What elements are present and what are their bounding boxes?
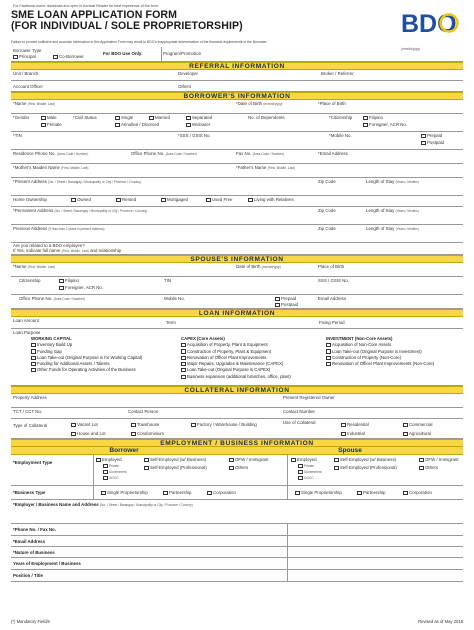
permanent-zip-field[interactable]: Zip Code — [318, 208, 336, 213]
townhouse-option[interactable]: Townhouse — [131, 422, 159, 427]
office-phone-field[interactable]: Office Phone No. (Area Code / Number) — [131, 151, 197, 156]
present-stay-field[interactable]: Length of Stay (Years / Months) — [366, 179, 419, 184]
checkbox-icon[interactable] — [357, 491, 362, 495]
nature-business-field[interactable]: *Nature of Business — [13, 550, 55, 555]
previous-stay-field[interactable]: Length of Stay (Years / Months) — [366, 226, 419, 231]
checkbox-icon[interactable] — [403, 423, 408, 427]
account-officer-field[interactable]: Account Officer — [13, 84, 43, 89]
wc-option-4[interactable]: Funding for Additional Assets / Talents — [31, 361, 142, 367]
checkbox-icon[interactable] — [275, 297, 280, 301]
developer-field[interactable]: Developer — [178, 71, 199, 76]
checkbox-icon[interactable] — [103, 470, 108, 474]
checkbox-icon[interactable] — [291, 458, 296, 462]
section-employment: EMPLOYMENT / BUSINESS INFORMATION — [11, 439, 463, 447]
checkbox-icon[interactable] — [295, 491, 300, 495]
res-phone-field[interactable]: Residence Phone No. (Area Code / Number) — [13, 151, 89, 156]
sp-others-option[interactable]: Others — [419, 465, 438, 470]
checkbox-icon[interactable] — [161, 198, 166, 202]
working-capital-heading: WORKING CAPITAL — [31, 336, 72, 341]
business-type-label: *Business Type — [13, 490, 46, 495]
checkbox-icon[interactable] — [115, 116, 120, 120]
sp-bt-corporation-option[interactable]: Corporation — [403, 490, 432, 495]
spouse-name-field[interactable]: *Name (First, Middle, Last) — [13, 264, 55, 269]
checkbox-icon[interactable] — [101, 491, 106, 495]
email-field[interactable]: *Email Address — [318, 151, 348, 156]
commercial-option[interactable]: Commercial — [403, 422, 432, 427]
checkbox-icon[interactable] — [363, 116, 368, 120]
section-spouse: SPOUSE'S INFORMATION — [11, 255, 463, 263]
used-free-option[interactable]: Used Free — [206, 197, 233, 202]
investment-heading: INVESTMENT (Non-Core Assets) — [326, 336, 393, 341]
wc-option-3[interactable]: Loan Take-out (Original Purpose is for Working Capital) — [31, 355, 142, 361]
capex-column — [181, 336, 291, 380]
capex-option-1[interactable]: Acquisition of Property, Plant & Equipment — [181, 342, 291, 348]
inv-option-3[interactable]: Construction of Property (Non-Core) — [326, 355, 434, 361]
checkbox-icon[interactable] — [298, 464, 303, 468]
checkbox-icon[interactable] — [186, 123, 191, 127]
employment-type-label: *Employment Type — [13, 460, 53, 465]
form-subtitle: (FOR INDIVIDUAL / SOLE PROPRIETORSHIP) — [11, 20, 243, 32]
male-option[interactable]: Male — [41, 115, 57, 120]
emp-private-option[interactable]: Private — [103, 464, 119, 469]
checkbox-icon[interactable] — [149, 116, 154, 120]
checkbox-icon[interactable] — [326, 343, 331, 347]
checkbox-icon[interactable] — [403, 432, 408, 436]
capex-heading: CAPEX (Core Assets) — [181, 336, 225, 341]
checkbox-icon[interactable] — [181, 349, 186, 353]
industrial-option[interactable]: Industrial — [341, 431, 365, 436]
top-note: For Facebook users: download and open in Acrobat Reader for best experience of the form. — [13, 4, 159, 8]
checkbox-icon[interactable] — [181, 375, 186, 379]
checkbox-icon[interactable] — [186, 116, 191, 120]
emp-ofw-option[interactable]: OFW / Immigrant — [229, 457, 268, 462]
owned-option[interactable]: Owned — [71, 197, 91, 202]
dependents-field[interactable]: No. of Dependents — [248, 115, 285, 120]
loan-term-field[interactable]: Term — [166, 320, 176, 325]
employment-subheader — [11, 447, 463, 455]
checkbox-icon[interactable] — [419, 466, 424, 470]
wc-option-5[interactable]: Other Funds for Operating Activities of the Business — [31, 367, 142, 373]
spouse-foreigner-option[interactable]: Foreigner, ACR No. — [59, 285, 103, 290]
mother-name-field[interactable]: *Mother's Maiden Name (First, Middle, Last) — [13, 165, 89, 170]
referral-others-field[interactable]: Others — [178, 84, 192, 89]
checkbox-icon[interactable] — [334, 466, 339, 470]
single-option[interactable]: Single — [115, 115, 133, 120]
mandatory-note: (*) Mandatory Field/s — [11, 619, 50, 624]
mortgaged-option[interactable]: Mortgaged — [161, 197, 188, 202]
living-relatives-option[interactable]: Living with Relatives — [248, 197, 294, 202]
tct-field[interactable]: TCT / CCT No. — [13, 409, 43, 414]
checkbox-icon[interactable] — [229, 458, 234, 462]
factory-option[interactable]: Factory / Warehouse / Building — [191, 422, 257, 427]
borrower-dob-field[interactable]: *Date of Birth (mm/dd/yyyy) — [236, 101, 283, 106]
spouse-sss-field[interactable]: SSS / GSIS No. — [318, 278, 349, 283]
revision-note: Revised as of May 2018 — [418, 619, 463, 624]
mobile-field[interactable]: *Mobile No. — [329, 133, 352, 138]
checkbox-icon[interactable] — [421, 141, 426, 145]
borrower-type-label: Borrower Type — [13, 48, 42, 53]
spouse-dob-field[interactable]: Date of Birth (mm/dd/yyyy) — [236, 264, 281, 269]
checkbox-icon[interactable] — [363, 123, 368, 127]
prepaid-option[interactable]: Prepaid — [421, 133, 442, 138]
emp-gocc-option[interactable]: GOCC — [103, 476, 119, 481]
checkbox-icon[interactable] — [181, 356, 186, 360]
house-lot-option[interactable]: House and Lot — [71, 431, 106, 436]
checkbox-icon[interactable] — [71, 432, 76, 436]
failure-note: Failure to provide sufficient and accurate information in this Application Form may result to BDO's inappropriate determination of the financial requirements of the Borrower. — [11, 40, 268, 44]
loan-purpose-label: Loan Purpose — [13, 330, 41, 335]
checkbox-icon[interactable] — [71, 198, 76, 202]
emp-others-option[interactable]: Others — [229, 465, 248, 470]
checkbox-icon[interactable] — [131, 432, 136, 436]
program-label: Program/Promotion — [163, 51, 202, 56]
fax-field[interactable]: Fax No. (Area Code / Number) — [236, 151, 284, 156]
fixing-period-field[interactable]: Fixing Period — [319, 320, 345, 325]
female-option[interactable]: Female — [41, 122, 62, 127]
emp-government-option[interactable]: Government — [103, 470, 127, 475]
loan-amount-field[interactable]: Loan Amount — [13, 318, 39, 323]
checkbox-icon[interactable] — [31, 349, 36, 353]
checkbox-icon[interactable] — [59, 279, 64, 283]
home-ownership-label: Home Ownership — [13, 197, 47, 202]
section-loan: LOAN INFORMATION — [11, 309, 463, 317]
capex-option-5[interactable]: Loan Take-out (Original Purpose is CAPEX) — [181, 367, 291, 373]
sp-private-option[interactable]: Private — [298, 464, 314, 469]
spouse-office-phone-field[interactable]: Office Phone No. (Area Code / Number) — [19, 296, 85, 301]
borrower-name-field[interactable]: *Name (First, Middle, Last) — [13, 101, 55, 106]
sp-bt-sole-option[interactable]: Single Proprietorship — [295, 490, 342, 495]
checkbox-icon[interactable] — [326, 356, 331, 360]
checkbox-icon[interactable] — [229, 466, 234, 470]
bt-corporation-option[interactable]: Corporation — [207, 490, 236, 495]
checkbox-icon[interactable] — [53, 55, 58, 59]
checkbox-icon[interactable] — [163, 491, 168, 495]
checkbox-icon[interactable] — [421, 134, 426, 138]
checkbox-icon[interactable] — [71, 423, 76, 427]
checkbox-icon[interactable] — [103, 476, 108, 480]
logo-text: BDO — [401, 10, 457, 36]
checkbox-icon[interactable] — [419, 458, 424, 462]
emp-self-business-option[interactable]: Self-Employed (w/ Business) — [144, 457, 206, 462]
citizenship-label: *Citizenship — [329, 115, 353, 120]
borrower-pob-field[interactable]: *Place of Birth — [318, 101, 346, 106]
sp-gocc-option[interactable]: GOCC — [298, 476, 314, 481]
inv-option-2[interactable]: Loan Take-out (Original Purpose is Investment) — [326, 349, 434, 355]
widow-option[interactable]: Widow/er — [186, 122, 210, 127]
checkbox-icon[interactable] — [326, 362, 331, 366]
borrower-type-row — [11, 47, 463, 62]
date-format-label: (mm/dd/yyyy) — [401, 47, 421, 51]
related-employee-field[interactable]: If Yes, indicate full name (First, Middle, Last) and relationship — [13, 248, 122, 253]
checkbox-icon[interactable] — [326, 349, 331, 353]
for-bdo-use-label: For BDO Use Only: — [103, 51, 143, 56]
permanent-address-field[interactable]: *Permanent Address (No. / Street / Barangay / Municipality or City / Province / Country) — [13, 208, 148, 213]
investment-column — [326, 336, 434, 367]
unit-branch-field[interactable]: Unit / Branch — [13, 71, 39, 76]
contact-number-field[interactable]: Contact Number — [283, 409, 315, 414]
previous-address-field[interactable]: Previous Address (If less than 2 years in present address) — [13, 226, 105, 231]
checkbox-icon[interactable] — [341, 432, 346, 436]
checkbox-icon[interactable] — [116, 198, 121, 202]
form-header — [11, 10, 463, 40]
use-of-collateral-label: Use of Collateral — [283, 420, 316, 425]
working-capital-column — [31, 336, 142, 374]
borrower-column-heading: Borrower — [109, 447, 139, 454]
emp-employed-option[interactable]: Employed — [96, 457, 122, 462]
filipino-option[interactable]: Filipino — [363, 115, 383, 120]
form-footer — [11, 620, 463, 625]
property-address-field[interactable]: Property Address — [13, 395, 47, 400]
bt-sole-option[interactable]: Single Proprietorship — [101, 490, 148, 495]
checkbox-icon[interactable] — [298, 476, 303, 480]
spouse-mobile-field[interactable]: Mobile No. — [164, 296, 185, 301]
separated-option[interactable]: Separated — [186, 115, 212, 120]
sp-self-prof-option[interactable]: Self-Employed (Professional) — [334, 465, 397, 470]
checkbox-icon[interactable] — [131, 423, 136, 427]
registered-owner-field[interactable]: Present Registered Owner — [283, 395, 335, 400]
checkbox-icon[interactable] — [403, 491, 408, 495]
position-title-field[interactable]: Position / Title — [13, 573, 43, 578]
residential-option[interactable]: Residential — [341, 422, 369, 427]
capex-option-6[interactable]: Business expansion (additional branches, office, plant) — [181, 374, 291, 380]
bt-partnership-option[interactable]: Partnership — [163, 490, 191, 495]
co-borrower-option[interactable]: Co-Borrower — [53, 54, 84, 59]
sss-field[interactable]: *SSS / GSIS No. — [178, 133, 211, 138]
checkbox-icon[interactable] — [144, 466, 149, 470]
present-address-field[interactable]: *Present Address (No. / Street / Barangay / Municipality or City / Province / Country) — [13, 179, 141, 184]
checkbox-icon[interactable] — [41, 123, 46, 127]
inv-option-4[interactable]: Renovation of Office/ Plant Improvements (Non-Core) — [326, 361, 434, 367]
checkbox-icon[interactable] — [275, 303, 280, 307]
spouse-column-heading: Spouse — [338, 447, 362, 454]
checkbox-icon[interactable] — [144, 458, 149, 462]
checkbox-icon[interactable] — [298, 470, 303, 474]
inv-option-1[interactable]: Acquisition of Non-Core Assets — [326, 342, 434, 348]
civil-status-label: *Civil Status — [73, 115, 97, 120]
related-employee-question: Are you related to a BDO employee? — [13, 243, 85, 248]
section-borrower: BORROWER'S INFORMATION — [11, 92, 463, 100]
capex-option-4[interactable]: Major Repairs, Upgrades & Maintenance (CAPEX) — [181, 361, 291, 367]
gender-label: *Gender — [13, 115, 30, 120]
foreigner-option[interactable]: Foreigner, ACR No. — [363, 122, 407, 127]
checkbox-icon[interactable] — [96, 458, 101, 462]
checkbox-icon[interactable] — [334, 458, 339, 462]
spouse-email-field[interactable]: Email Address — [318, 296, 347, 301]
checkbox-icon[interactable] — [59, 286, 64, 290]
sp-bt-partnership-option[interactable]: Partnership — [357, 490, 385, 495]
emp-self-prof-option[interactable]: Self-Employed (Professional) — [144, 465, 207, 470]
checkbox-icon[interactable] — [207, 491, 212, 495]
rented-option[interactable]: Rented — [116, 197, 136, 202]
spouse-pob-field[interactable]: Place of Birth — [318, 264, 345, 269]
sp-self-business-option[interactable]: Self-Employed (w/ Business) — [334, 457, 396, 462]
previous-zip-field[interactable]: Zip Code — [318, 226, 336, 231]
checkbox-icon[interactable] — [191, 423, 196, 427]
checkbox-icon[interactable] — [181, 362, 186, 366]
vacant-lot-option[interactable]: Vacant Lot — [71, 422, 98, 427]
spouse-citizenship-label: Citizenship — [19, 278, 41, 283]
married-option[interactable]: Married — [149, 115, 170, 120]
checkbox-icon[interactable] — [181, 368, 186, 372]
bdo-logo — [401, 10, 459, 36]
collateral-type-label: Type of Collateral — [13, 423, 48, 428]
checkbox-icon[interactable] — [115, 123, 120, 127]
loan-purpose-block — [11, 329, 463, 386]
spouse-postpaid-option[interactable]: Postpaid — [275, 302, 298, 307]
wc-option-1[interactable]: Inventory Build Up — [31, 342, 142, 348]
form-title: SME LOAN APPLICATION FORM — [11, 9, 178, 21]
condominium-option[interactable]: Condominium — [131, 431, 164, 436]
annulled-option[interactable]: Annulled / Divorced — [115, 122, 159, 127]
checkbox-icon[interactable] — [341, 423, 346, 427]
permanent-stay-field[interactable]: Length of Stay (Years / Months) — [366, 208, 419, 213]
principal-option[interactable]: Principal — [13, 54, 36, 59]
checkbox-icon[interactable] — [206, 198, 211, 202]
checkbox-icon[interactable] — [31, 368, 36, 372]
checkbox-icon[interactable] — [103, 464, 108, 468]
postpaid-option[interactable]: Postpaid — [421, 140, 444, 145]
checkbox-icon[interactable] — [13, 55, 18, 59]
checkbox-icon[interactable] — [31, 362, 36, 366]
spouse-tin-field[interactable]: TIN — [164, 278, 172, 283]
spouse-prepaid-option[interactable]: Prepaid — [275, 296, 296, 301]
tin-field[interactable]: *TIN — [13, 133, 22, 138]
checkbox-icon[interactable] — [248, 198, 253, 202]
years-employment-field[interactable]: Years of Employment / Business — [13, 561, 81, 566]
wc-option-2[interactable]: Funding Gap — [31, 349, 142, 355]
section-collateral: COLLATERAL INFORMATION — [11, 386, 463, 394]
capex-option-3[interactable]: Renovation of Office/ Plant Improvements — [181, 355, 291, 361]
emp-phone-field[interactable]: *Phone No. / Fax No. — [13, 527, 56, 532]
spouse-filipino-option[interactable]: Filipino — [59, 278, 79, 283]
sp-government-option[interactable]: Government — [298, 470, 322, 475]
sp-employed-option[interactable]: Employed — [291, 457, 317, 462]
agricultural-option[interactable]: Agricultural — [403, 431, 431, 436]
checkbox-icon[interactable] — [31, 356, 36, 360]
present-zip-field[interactable]: Zip Code — [318, 179, 336, 184]
section-referral: REFERRAL INFORMATION — [11, 62, 463, 70]
checkbox-icon[interactable] — [41, 116, 46, 120]
sp-ofw-option[interactable]: OFW / Immigrant — [419, 457, 458, 462]
checkbox-icon[interactable] — [31, 343, 36, 347]
contact-person-field[interactable]: Contact Person — [128, 409, 159, 414]
capex-option-2[interactable]: Construction of Property, Plant & Equipment — [181, 349, 291, 355]
checkbox-icon[interactable] — [181, 343, 186, 347]
broker-field[interactable]: Broker / Referrer — [321, 71, 354, 76]
emp-email-field[interactable]: *Email Address — [13, 539, 46, 544]
father-name-field[interactable]: *Father's Name (First, Middle, Last) — [236, 165, 295, 170]
employer-name-field[interactable]: *Employer / Business Name and Address (No. / Street / Barangay / Municipality or City / Province / Country) — [13, 502, 193, 507]
